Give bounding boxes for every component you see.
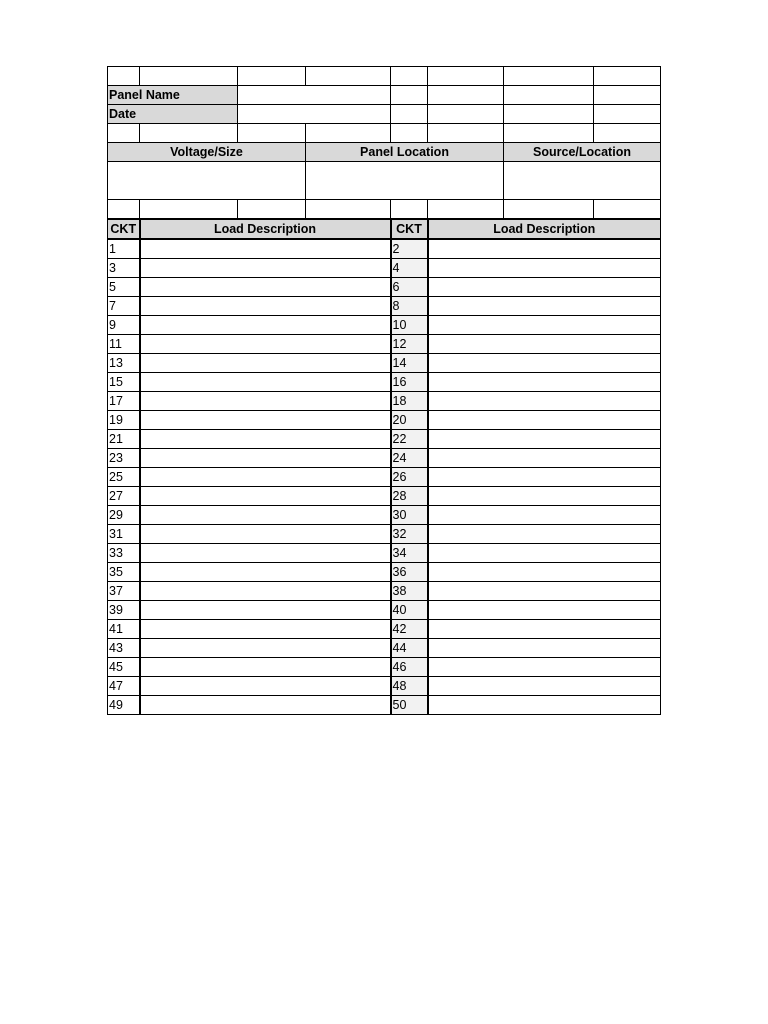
load-description-left[interactable]: [140, 506, 391, 525]
load-description-right[interactable]: [428, 411, 661, 430]
load-description-right[interactable]: [428, 259, 661, 278]
load-description-left[interactable]: [140, 487, 391, 506]
load-description-left[interactable]: [140, 278, 391, 297]
ckt-number-right: 2: [391, 239, 428, 259]
cell[interactable]: [504, 67, 594, 86]
ckt-number-right: 18: [391, 392, 428, 411]
load-description-right[interactable]: [428, 468, 661, 487]
circuit-row: [108, 506, 661, 525]
cell[interactable]: [504, 200, 594, 220]
circuit-row: [108, 449, 661, 468]
load-description-right[interactable]: [428, 506, 661, 525]
ckt-number-left: 25: [108, 468, 140, 487]
load-description-left[interactable]: [140, 639, 391, 658]
circuit-row: [108, 620, 661, 639]
load-description-left[interactable]: [140, 544, 391, 563]
info-header-row: [108, 143, 661, 162]
ckt-number-right: 24: [391, 449, 428, 468]
load-description-right[interactable]: [428, 601, 661, 620]
ckt-number-left: 7: [108, 297, 140, 316]
circuit-row: [108, 278, 661, 297]
load-description-right[interactable]: [428, 620, 661, 639]
cell[interactable]: [594, 124, 661, 143]
load-description-left[interactable]: [140, 297, 391, 316]
load-description-right[interactable]: [428, 525, 661, 544]
cell[interactable]: [238, 67, 306, 86]
ckt-number-left: 23: [108, 449, 140, 468]
ckt-number-right: 48: [391, 677, 428, 696]
cell[interactable]: [391, 200, 428, 220]
load-description-left[interactable]: [140, 696, 391, 715]
schedule-header-row: [108, 219, 661, 239]
load-description-right[interactable]: [428, 297, 661, 316]
ckt-header-right: CKT: [391, 219, 428, 239]
ckt-number-right: 36: [391, 563, 428, 582]
cell[interactable]: [108, 124, 140, 143]
ckt-number-left: 43: [108, 639, 140, 658]
cell[interactable]: [140, 124, 238, 143]
cell[interactable]: [391, 124, 428, 143]
load-description-left[interactable]: [140, 411, 391, 430]
load-description-right[interactable]: [428, 658, 661, 677]
circuit-row: [108, 354, 661, 373]
load-description-left[interactable]: [140, 468, 391, 487]
circuit-row: [108, 582, 661, 601]
load-description-right[interactable]: [428, 354, 661, 373]
source-location-field[interactable]: [504, 162, 661, 200]
load-description-right[interactable]: [428, 696, 661, 715]
load-description-right[interactable]: [428, 278, 661, 297]
load-description-right[interactable]: [428, 392, 661, 411]
ckt-number-left: 3: [108, 259, 140, 278]
ckt-header-left: CKT: [108, 219, 140, 239]
ckt-number-right: 20: [391, 411, 428, 430]
cell[interactable]: [594, 86, 661, 105]
cell[interactable]: [594, 105, 661, 124]
circuit-row: [108, 392, 661, 411]
info-value-row: [108, 162, 661, 200]
cell[interactable]: [594, 200, 661, 220]
cell[interactable]: [140, 200, 238, 220]
ckt-number-left: 35: [108, 563, 140, 582]
load-description-header-right: Load Description: [428, 219, 661, 239]
circuit-row: [108, 677, 661, 696]
ckt-number-right: 28: [391, 487, 428, 506]
date-field[interactable]: [238, 105, 391, 124]
cell[interactable]: [238, 200, 306, 220]
load-description-right[interactable]: [428, 677, 661, 696]
voltage-size-header: Voltage/Size: [108, 143, 306, 162]
load-description-right[interactable]: [428, 487, 661, 506]
cell[interactable]: [391, 67, 428, 86]
load-description-left[interactable]: [140, 316, 391, 335]
blank-row-2: [108, 124, 661, 143]
ckt-number-left: 49: [108, 696, 140, 715]
ckt-number-left: 15: [108, 373, 140, 392]
cell[interactable]: [594, 67, 661, 86]
load-description-left[interactable]: [140, 582, 391, 601]
ckt-number-left: 31: [108, 525, 140, 544]
circuit-row: [108, 373, 661, 392]
ckt-number-right: 14: [391, 354, 428, 373]
ckt-number-left: 47: [108, 677, 140, 696]
panel-schedule-sheet: [107, 66, 660, 715]
load-description-left[interactable]: [140, 259, 391, 278]
load-description-right[interactable]: [428, 239, 661, 259]
cell[interactable]: [428, 124, 504, 143]
load-description-right[interactable]: [428, 544, 661, 563]
cell[interactable]: [306, 124, 391, 143]
ckt-number-left: 27: [108, 487, 140, 506]
cell[interactable]: [428, 105, 504, 124]
circuit-row: [108, 297, 661, 316]
ckt-number-left: 37: [108, 582, 140, 601]
load-description-left[interactable]: [140, 620, 391, 639]
ckt-number-left: 21: [108, 430, 140, 449]
load-description-left[interactable]: [140, 239, 391, 259]
ckt-number-left: 41: [108, 620, 140, 639]
ckt-number-right: 40: [391, 601, 428, 620]
panel-location-header: Panel Location: [306, 143, 504, 162]
ckt-number-left: 29: [108, 506, 140, 525]
ckt-number-right: 26: [391, 468, 428, 487]
load-description-right[interactable]: [428, 582, 661, 601]
load-description-left[interactable]: [140, 563, 391, 582]
circuit-row: [108, 411, 661, 430]
blank-row-3: [108, 200, 661, 220]
load-description-left[interactable]: [140, 335, 391, 354]
circuit-row: [108, 468, 661, 487]
cell[interactable]: [504, 105, 594, 124]
circuit-row: [108, 259, 661, 278]
cell[interactable]: [428, 67, 504, 86]
date-label: Date: [108, 105, 238, 124]
circuit-row: [108, 525, 661, 544]
cell[interactable]: [391, 105, 428, 124]
load-description-left[interactable]: [140, 658, 391, 677]
ckt-number-left: 9: [108, 316, 140, 335]
panel-name-row: [108, 86, 661, 105]
panel-location-field[interactable]: [306, 162, 504, 200]
circuit-row: [108, 430, 661, 449]
cell[interactable]: [108, 200, 140, 220]
date-row: [108, 105, 661, 124]
ckt-number-right: 44: [391, 639, 428, 658]
circuit-row: [108, 316, 661, 335]
cell[interactable]: [428, 86, 504, 105]
cell[interactable]: [140, 67, 238, 86]
circuit-row: [108, 639, 661, 658]
load-description-left[interactable]: [140, 430, 391, 449]
cell[interactable]: [428, 200, 504, 220]
load-description-right[interactable]: [428, 639, 661, 658]
schedule-rows: [108, 239, 661, 715]
source-location-header: Source/Location: [504, 143, 661, 162]
ckt-number-left: 11: [108, 335, 140, 354]
ckt-number-left: 17: [108, 392, 140, 411]
load-description-left[interactable]: [140, 354, 391, 373]
ckt-number-left: 13: [108, 354, 140, 373]
load-description-left[interactable]: [140, 373, 391, 392]
voltage-size-field[interactable]: [108, 162, 306, 200]
circuit-row: [108, 544, 661, 563]
load-description-right[interactable]: [428, 449, 661, 468]
ckt-number-right: 50: [391, 696, 428, 715]
ckt-number-right: 38: [391, 582, 428, 601]
cell[interactable]: [306, 67, 391, 86]
ckt-number-right: 30: [391, 506, 428, 525]
load-description-right[interactable]: [428, 335, 661, 354]
load-description-right[interactable]: [428, 316, 661, 335]
ckt-number-right: 16: [391, 373, 428, 392]
ckt-number-left: 1: [108, 239, 140, 259]
panel-schedule-table: [107, 66, 661, 715]
ckt-number-right: 8: [391, 297, 428, 316]
load-description-right[interactable]: [428, 563, 661, 582]
ckt-number-right: 12: [391, 335, 428, 354]
ckt-number-right: 4: [391, 259, 428, 278]
ckt-number-left: 39: [108, 601, 140, 620]
ckt-number-right: 46: [391, 658, 428, 677]
ckt-number-right: 32: [391, 525, 428, 544]
blank-row-top: [108, 67, 661, 86]
load-description-left[interactable]: [140, 449, 391, 468]
load-description-left[interactable]: [140, 601, 391, 620]
circuit-row: [108, 696, 661, 715]
cell[interactable]: [238, 124, 306, 143]
ckt-number-right: 6: [391, 278, 428, 297]
cell[interactable]: [391, 86, 428, 105]
ckt-number-right: 22: [391, 430, 428, 449]
ckt-number-right: 10: [391, 316, 428, 335]
circuit-row: [108, 335, 661, 354]
load-description-right[interactable]: [428, 430, 661, 449]
panel-name-field[interactable]: [238, 86, 391, 105]
circuit-row: [108, 563, 661, 582]
ckt-number-left: 19: [108, 411, 140, 430]
panel-name-label: Panel Name: [108, 86, 238, 105]
cell[interactable]: [108, 67, 140, 86]
cell[interactable]: [504, 86, 594, 105]
ckt-number-left: 5: [108, 278, 140, 297]
ckt-number-right: 42: [391, 620, 428, 639]
ckt-number-left: 33: [108, 544, 140, 563]
ckt-number-right: 34: [391, 544, 428, 563]
load-description-left[interactable]: [140, 525, 391, 544]
ckt-number-left: 45: [108, 658, 140, 677]
circuit-row: [108, 487, 661, 506]
circuit-row: [108, 239, 661, 259]
load-description-left[interactable]: [140, 392, 391, 411]
load-description-header-left: Load Description: [140, 219, 391, 239]
cell[interactable]: [306, 200, 391, 220]
load-description-right[interactable]: [428, 373, 661, 392]
circuit-row: [108, 601, 661, 620]
cell[interactable]: [504, 124, 594, 143]
circuit-row: [108, 658, 661, 677]
load-description-left[interactable]: [140, 677, 391, 696]
